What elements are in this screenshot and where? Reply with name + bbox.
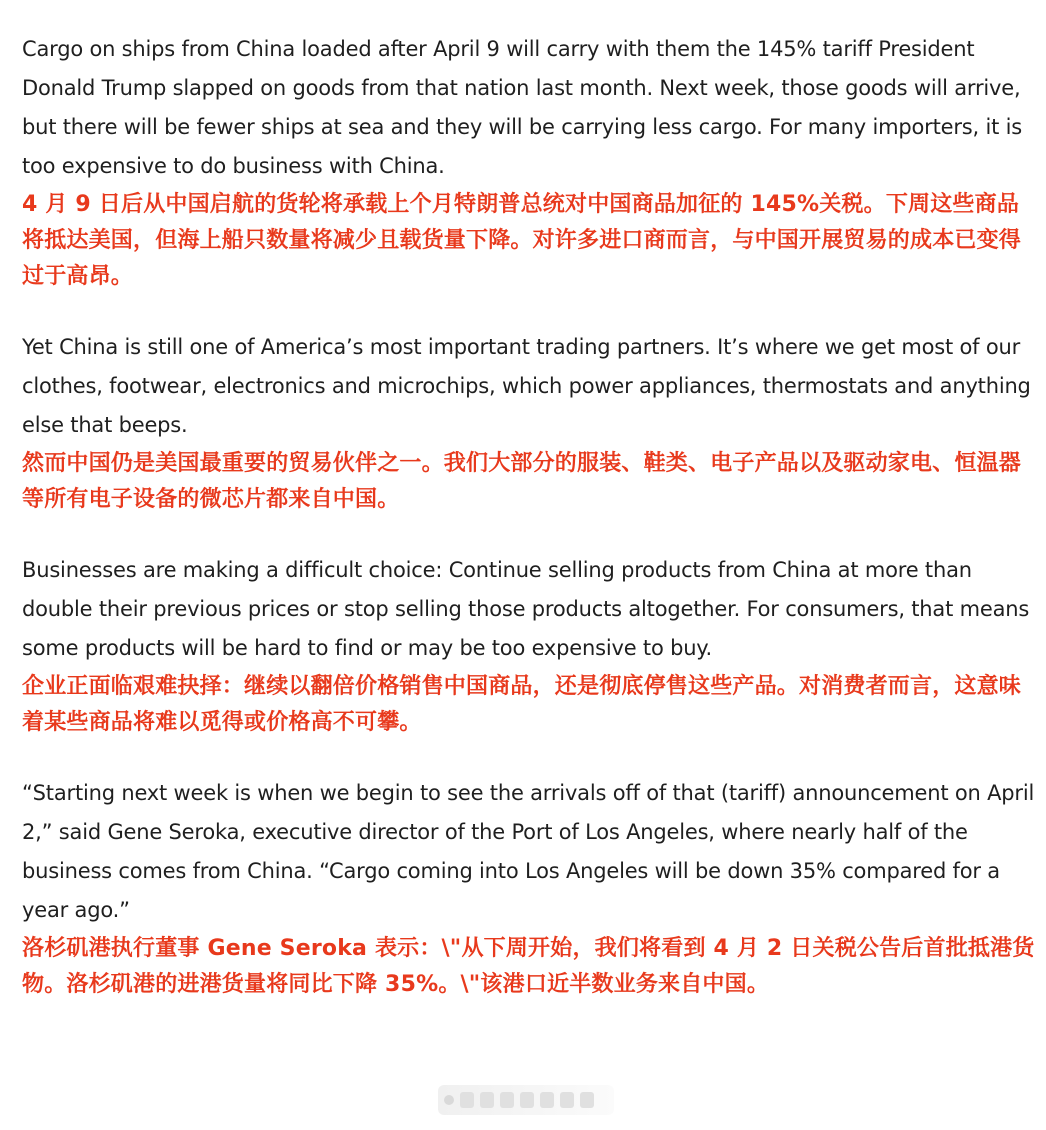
watermark-glyph-icon [540,1092,554,1108]
english-paragraph-4: “Starting next week is when we begin to see the arrivals off of that (tariff) announcement on April 2,” said Gene Seroka, executive director of the Port of Los Angeles, where nearly half of the business comes from China. “Cargo coming into Los Angeles will be down 35% compared for a year ago.” [22,781,1035,922]
paragraph-spacer [22,741,1038,774]
paragraph-block-3 [22,551,1038,741]
chinese-translation-1: 4 月 9 日后从中国启航的货轮将承载上个月特朗普总统对中国商品加征的 145%关税。下周这些商品将抵达美国，但海上船只数量将减少且载货量下降。对许多进口商而言，与中国开展贸易的成本已变得过于高昂。 [22,192,1022,289]
english-paragraph-1: Cargo on ships from China loaded after April 9 will carry with them the 145% tariff President Donald Trump slapped on goods from that nation last month. Next week, those goods will arrive, but there will be fewer ships at sea and they will be carrying less cargo. For many importers, it is too expensive to do business with China. [22,37,1022,178]
watermark-glyph-icon [460,1092,474,1108]
article-body [22,30,1038,1003]
chinese-translation-2: 然而中国仍是美国最重要的贸易伙伴之一。我们大部分的服装、鞋类、电子产品以及驱动家电、恒温器等所有电子设备的微芯片都来自中国。 [22,451,1022,512]
watermark-glyph-icon [580,1092,594,1108]
watermark-logo-icon [444,1095,454,1105]
chinese-translation-3: 企业正面临艰难抉择：继续以翻倍价格销售中国商品，还是彻底停售这些产品。对消费者而言，这意味着某些商品将难以觅得或价格高不可攀。 [22,674,1022,735]
watermark-glyph-icon [500,1092,514,1108]
chinese-translation-4: 洛杉矶港执行董事 Gene Seroka 表示：\"从下周开始，我们将看到 4 月 2 日关税公告后首批抵港货物。洛杉矶港的进港货量将同比下降 35%。\"该港口近半数业务来自中国。 [22,936,1035,997]
paragraph-block-4 [22,774,1038,1003]
paragraph-spacer [22,295,1038,328]
watermark-glyph-icon [480,1092,494,1108]
watermark-overlay [438,1085,614,1115]
paragraph-block-2 [22,328,1038,518]
paragraph-spacer [22,518,1038,551]
english-paragraph-3: Businesses are making a difficult choice: Continue selling products from China at more than double their previous prices or stop selling those products altogether. For consumers, that means some products will be hard to find or may be too expensive to buy. [22,558,1030,660]
watermark-glyph-icon [520,1092,534,1108]
paragraph-block-1 [22,30,1038,295]
english-paragraph-2: Yet China is still one of America’s most important trading partners. It’s where we get most of our clothes, footwear, electronics and microchips, which power appliances, thermostats and anything else that beeps. [22,335,1031,437]
watermark-glyph-icon [560,1092,574,1108]
